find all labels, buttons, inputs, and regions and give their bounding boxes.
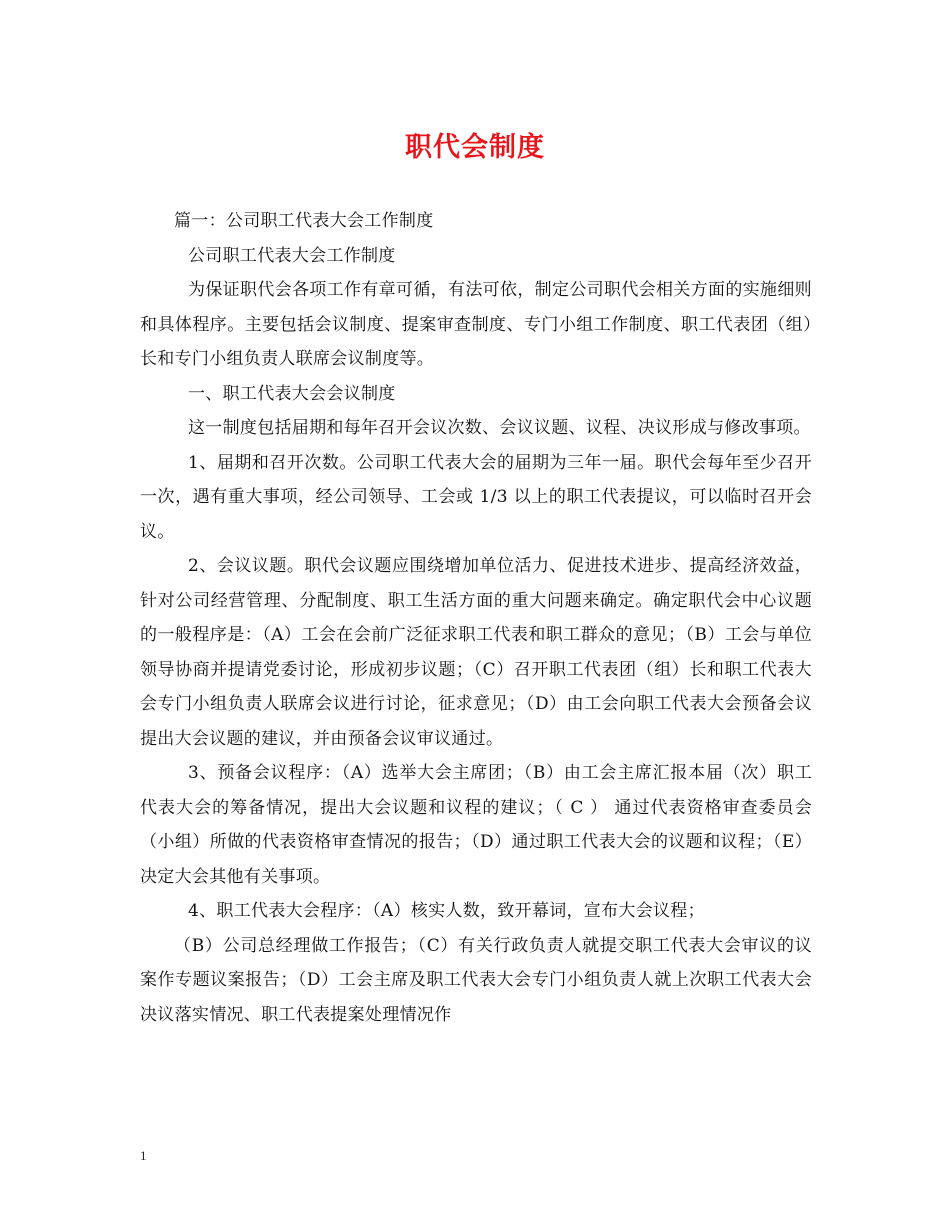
paragraph: 1、届期和召开次数。公司职工代表大会的届期为三年一届。职代会每年至少召开一次，遇有重大事项，经公司领导、工会或 1/3 以上的职工代表提议，可以临时召开会议。 xyxy=(140,452,812,542)
page-number: 1 xyxy=(140,1148,147,1163)
paragraph: 这一制度包括届期和每年召开会议次数、会议议题、议程、决议形成与修改事项。 xyxy=(188,418,811,438)
document-title: 职代会制度 xyxy=(405,132,545,163)
subsection-heading: 公司职工代表大会工作制度 xyxy=(188,245,396,266)
paragraph: 4、职工代表大会程序：（A）核实人数，致开幕词，宣布大会议程； xyxy=(188,901,705,921)
paragraph: 3、预备会议程序：（A）选举大会主席团；（B）由工会主席汇报本届（次）职工代表大会的筹备情况，提出大会议题和议程的建议；（ C ） 通过代表资格审查委员会（小组）所做的代表资格审查情况的报告；（D）通过职工代表大会的议题和议程；（E）决定大会其他有关事项。 xyxy=(140,763,812,887)
paragraph: 为保证职代会各项工作有章可循，有法可依，制定公司职代会相关方面的实施细则和具体程序。主要包括会议制度、提案审查制度、专门小组工作制度、职工代表团（组）长和专门小组负责人联席会议制度等。 xyxy=(140,280,812,369)
section-heading: 一、职工代表大会会议制度 xyxy=(188,383,396,404)
paragraph: （B）公司总经理做工作报告；（C）有关行政负责人就提交职工代表大会审议的议案作专题议案报告；（D）工会主席及职工代表大会专门小组负责人就上次职工代表大会决议落实情况、职工代表提案处理情况作 xyxy=(140,935,812,1025)
section-heading: 篇一：公司职工代表大会工作制度 xyxy=(174,211,434,231)
paragraph: 2、会议议题。职代会议题应围绕增加单位活力、促进技术进步、提高经济效益，针对公司经营管理、分配制度、职工生活方面的重大问题来确定。确定职代会中心议题的一般程序是：（A）工会在会前广泛征求职工代表和职工群众的意见；（B）工会与单位领导协商并提请党委讨论，形成初步议题；（C）召开职工代表团（组）长和职工代表大会专门小组负责人联席会议进行讨论，征求意见；（D）由工会向职工代表大会预备会议提出大会议题的建议，并由预备会议审议通过。 xyxy=(140,556,812,749)
document-body xyxy=(140,204,812,1032)
